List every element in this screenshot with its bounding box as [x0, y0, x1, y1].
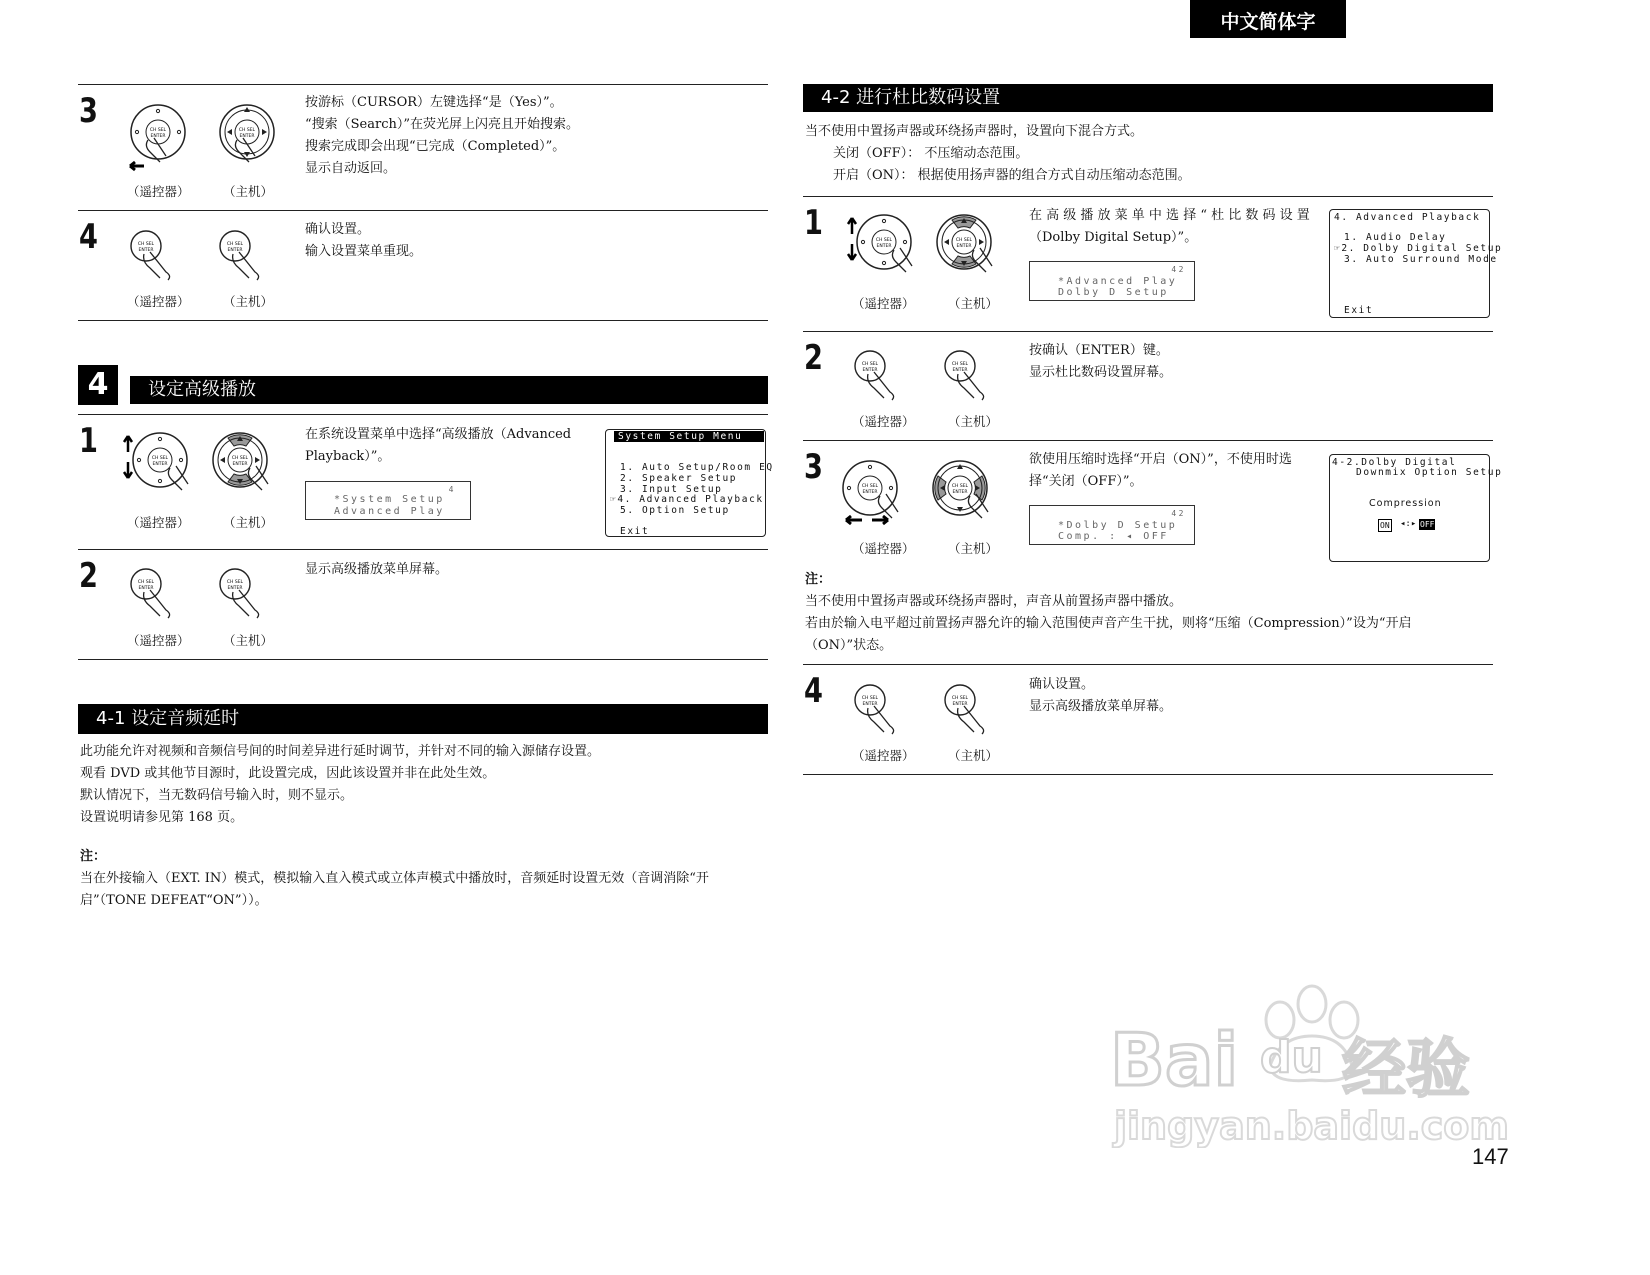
enter-text: ENTER	[956, 244, 972, 249]
enter-text: ENTER	[227, 586, 243, 591]
enter-text: ENTER	[862, 490, 878, 495]
enter-text: ENTER	[150, 134, 166, 139]
chsel-text: CH SEL	[231, 456, 249, 461]
divider	[803, 331, 1493, 332]
menu-item: 1. Auto Setup/Room EQ	[620, 462, 774, 473]
main-caption: （主机）	[948, 541, 999, 556]
watermark-url: jingyan.baidu.com	[1114, 1104, 1509, 1148]
fl-display: 42 *Advanced Play Dolby D Setup	[1029, 261, 1195, 301]
step-number: 3	[804, 447, 823, 487]
enter-text: ENTER	[152, 462, 168, 467]
note-text: 当在外接输入（EXT. IN）模式，模拟输入直入模式或立体声模式中播放时，音频延时设置无效（音调消除“开 启”（TONE DEFEAT“ON”））。	[80, 871, 709, 908]
remote-caption: （遥控器）	[852, 296, 915, 311]
watermark-du: du	[1260, 1032, 1323, 1083]
remote-caption: （遥控器）	[852, 414, 915, 429]
divider	[803, 774, 1493, 775]
remote-caption: （遥控器）	[127, 294, 190, 309]
menu-item: 2. Speaker Setup	[620, 473, 738, 484]
enter-text: ENTER	[138, 586, 154, 591]
subsection-title: 4-2 进行杜比数码设置	[821, 87, 1001, 108]
step-number: 1	[79, 421, 98, 461]
chsel-text: CH SEL	[238, 128, 256, 133]
subsection-title-bar	[803, 84, 1493, 112]
enter-text: ENTER	[232, 462, 248, 467]
main-caption: （主机）	[948, 748, 999, 763]
section-title-bar	[130, 376, 768, 404]
step-text: 按确认（ENTER）键。 显示杜比数码设置屏幕。	[1029, 343, 1173, 380]
menu-item-selected: ☞4. Advanced Playback	[610, 494, 764, 505]
divider	[78, 320, 768, 321]
section-number-box: 4	[78, 365, 118, 405]
step-number: 1	[804, 203, 823, 243]
divider	[803, 664, 1493, 665]
enter-text: ENTER	[876, 244, 892, 249]
chsel-text: CH SEL	[951, 696, 969, 701]
remote-enter-icon	[128, 228, 188, 288]
osd-screen	[1329, 454, 1503, 562]
chsel-text: CH SEL	[226, 242, 244, 247]
menu-exit: Exit	[1344, 305, 1374, 316]
enter-text: ENTER	[952, 368, 968, 373]
baidu-watermark	[1110, 980, 1509, 1150]
main-enter-icon	[942, 682, 1002, 742]
step-text: 在 高 级 播 放 菜 单 中 选 择 “ 杜 比 数 码 设 置 （Dolby Digital Setup）”。	[1029, 208, 1310, 245]
fl-display: 4 *System Setup Advanced Play	[305, 481, 471, 520]
watermark-brand: Bai	[1110, 1018, 1239, 1102]
enter-text: ENTER	[239, 134, 255, 139]
osd-screen	[605, 429, 774, 537]
paragraph: 当不使用中置扬声器或环绕扬声器时，设置向下混合方式。 关闭（OFF）： 不压缩动态范围。 开启（ON）： 根据使用扬声器的组合方式自动压缩动态范围。	[805, 124, 1191, 183]
chsel-text: CH SEL	[151, 456, 169, 461]
chsel-text: CH SEL	[955, 238, 973, 243]
main-enter-icon	[217, 228, 277, 288]
remote-enter-icon	[128, 566, 188, 626]
enter-text: ENTER	[138, 248, 154, 253]
step-text: 确认设置。 输入设置菜单重现。	[305, 222, 423, 259]
note-label: 注：	[80, 849, 107, 864]
remote-cursor-updown-icon	[842, 210, 922, 290]
remote-enter-icon	[852, 682, 912, 742]
compression-label: Compression	[1369, 498, 1442, 509]
chsel-text: CH SEL	[861, 696, 879, 701]
divider	[78, 549, 768, 550]
on-option: ON	[1380, 521, 1390, 530]
language-tab: 中文简体字	[1190, 0, 1346, 38]
remote-caption: （遥控器）	[852, 541, 915, 556]
step-number: 4	[79, 217, 98, 257]
menu-item: 3. Auto Surround Mode	[1344, 254, 1498, 265]
subsection-title-bar	[78, 704, 768, 734]
toggle-arrows: ◂:▸	[1400, 519, 1417, 529]
chsel-text: CH SEL	[951, 484, 969, 489]
osd-title: 4. Advanced Playback	[1334, 212, 1481, 223]
enter-text: ENTER	[952, 490, 968, 495]
off-option-selected: OFF	[1420, 520, 1435, 529]
step-number: 4	[804, 671, 823, 711]
divider	[78, 210, 768, 211]
note-label: 注：	[805, 572, 832, 587]
main-unit-cursor-icon	[208, 428, 278, 503]
divider	[78, 659, 768, 660]
chsel-text: CH SEL	[149, 128, 167, 133]
section-title: 设定高级播放	[148, 379, 256, 400]
chsel-text: CH SEL	[137, 580, 155, 585]
step-text: 按游标（CURSOR）左键选择“是（Yes）”。 “搜索（Search）”在荧光屏上闪亮且开始搜索。 搜索完成即会出现“已完成（Completed）”。 显示自动返回。	[305, 95, 580, 176]
main-enter-icon	[217, 566, 277, 626]
step-text: 欲使用压缩时选择“开启（ON）”，不使用时选 择“关闭（OFF）”。	[1029, 452, 1292, 489]
subsection-title: 4-1 设定音频延时	[96, 708, 240, 729]
step-text: 确认设置。 显示高级播放菜单屏幕。	[1029, 677, 1173, 714]
enter-text: ENTER	[862, 368, 878, 373]
main-enter-icon	[942, 348, 1002, 408]
osd-title: 4-2.Dolby Digital	[1332, 457, 1457, 468]
divider	[78, 414, 768, 415]
note-text: 当不使用中置扬声器或环绕扬声器时，声音从前置扬声器中播放。 若由於输入电平超过前置扬声器允许的输入范围使声音产生干扰，则将“压缩（Compression）”设为“开启 （ON）”状态。	[805, 594, 1412, 653]
remote-cursor-updown-icon	[118, 428, 198, 508]
main-caption: （主机）	[948, 296, 999, 311]
main-caption: （主机）	[223, 184, 274, 199]
remote-caption: （遥控器）	[127, 515, 190, 530]
watermark-jingyan: 经验	[1342, 1033, 1470, 1107]
menu-item: 1. Audio Delay	[1344, 232, 1447, 243]
remote-caption: （遥控器）	[127, 184, 190, 199]
remote-caption: （遥控器）	[852, 748, 915, 763]
remote-caption: （遥控器）	[127, 633, 190, 648]
divider	[803, 196, 1493, 197]
page-number: 147	[1472, 1144, 1509, 1169]
menu-item-selected: ☞2. Dolby Digital Setup	[1334, 243, 1503, 254]
main-unit-cursor-icon	[215, 100, 285, 175]
paragraph: 此功能允许对视频和音频信号间的时间差异进行延时调节，并针对不同的输入源储存设置。 观看 DVD 或其他节目源时，此设置完成，因此该设置并非在此处生效。 默认情况下，当无数码信号输入时，则不显示。 设置说明请参见第 168 页。	[80, 744, 601, 825]
step-number: 2	[79, 556, 98, 596]
chsel-text: CH SEL	[226, 580, 244, 585]
divider	[803, 440, 1493, 441]
main-unit-cursor-icon	[932, 210, 1002, 285]
chsel-text: CH SEL	[137, 242, 155, 247]
menu-item: 3. Input Setup	[620, 484, 723, 495]
main-caption: （主机）	[223, 515, 274, 530]
step-text: 显示高级播放菜单屏幕。	[305, 562, 449, 577]
fl-display: 42 *Dolby D Setup Comp. : ◂ OFF	[1029, 505, 1195, 545]
enter-text: ENTER	[862, 702, 878, 707]
chsel-text: CH SEL	[861, 484, 879, 489]
enter-text: ENTER	[952, 702, 968, 707]
main-caption: （主机）	[223, 633, 274, 648]
step-number: 3	[79, 91, 98, 131]
step-text: 在系统设置菜单中选择“高级播放（Advanced Playback）”。	[305, 427, 572, 464]
main-unit-cursor-icon	[928, 458, 998, 533]
osd-subtitle: Downmix Option Setup	[1356, 467, 1503, 478]
menu-item: 5. Option Setup	[620, 505, 730, 516]
remote-cursor-leftright-icon	[838, 458, 918, 533]
main-caption: （主机）	[948, 414, 999, 429]
divider	[78, 84, 768, 85]
main-caption: （主机）	[223, 294, 274, 309]
chsel-text: CH SEL	[875, 238, 893, 243]
enter-text: ENTER	[227, 248, 243, 253]
menu-exit: Exit	[620, 526, 650, 537]
osd-screen	[1329, 209, 1503, 318]
remote-cursor-left-icon	[126, 100, 196, 175]
osd-title: System Setup Menu	[614, 431, 764, 442]
step-number: 2	[804, 338, 823, 378]
chsel-text: CH SEL	[951, 362, 969, 367]
chsel-text: CH SEL	[861, 362, 879, 367]
remote-enter-icon	[852, 348, 912, 408]
